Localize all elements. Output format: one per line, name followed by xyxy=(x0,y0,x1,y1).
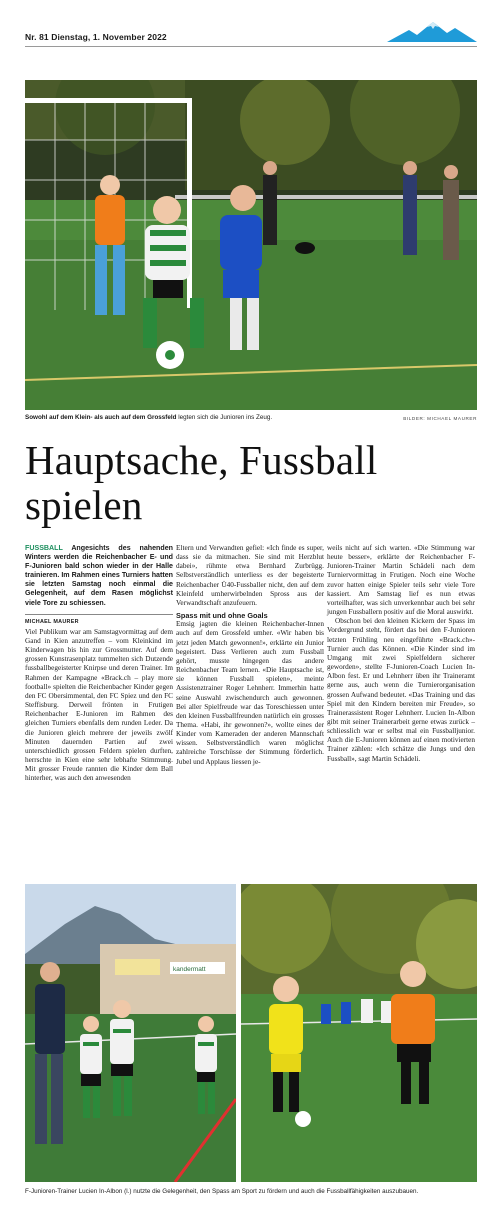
article-kicker: FUSSBALL xyxy=(25,544,63,552)
lead-text: Angesichts des nahenden Winters werden die Reichenbacher E- und F-Junioren bald schon wieder in der Halle trainieren. Im Rahmen eines Turniers hatten sie letzten Samstag noch einmal die Gelegenheit, auf dem Rasen möglichst viele Tore zu schiessen. xyxy=(25,544,173,607)
photo-credit: BILDER: MICHAEL MAURER xyxy=(403,416,477,421)
headline-line-2: spielen xyxy=(25,482,143,528)
top-caption-rest: legten sich die Junioren ins Zeug. xyxy=(176,414,273,421)
page-header xyxy=(25,30,477,52)
article-lead xyxy=(25,544,173,608)
bottom-photos-caption: F-Junioren-Trainer Lucien In-Albon (l.) nutzte die Gelegenheit, den Spass am Sport zu fördern und auch die Fussballfähigkeiten auszubauen. xyxy=(25,1188,419,1195)
header-rule xyxy=(25,46,477,47)
col3-body-b: Obschon bei den kleinen Kickern der Spass im Vordergrund steht, fördert das bei den F-Junioren letzten Frühling neu eingeführte «Brack.ch»-Turnier auch das Können. «Die Kinder sind im Umgang mit zwei Spielfeldern sicherer geworden», stellte F-Junioren-Coach Lucien In-Albon fest. Er und Lehnherr üben ihr Traineramt gerne aus, auch wenn die Turnierorganisation grossen Aufwand bedeutet. «Das Training und das Spiel mit den Kindern bereiten mir Freude», so Trainerassistent Roger Lehnherr. Lucien In-Albon gibt mit seiner Trainerarbeit gerne etwas zurück – schliesslich war er selbst mal ein Fussballjunior. Auch die E-Junioren können auf einen motivierten Trainer zählen: «Ich schätze die Jungs und den Fussball», sagt Martin Schädeli. xyxy=(327,617,475,763)
article-headline xyxy=(25,438,477,528)
article-column-2 xyxy=(176,544,324,767)
article-author: MICHAEL MAURER xyxy=(25,614,173,627)
top-photo xyxy=(25,80,477,410)
mountain-logo-icon xyxy=(387,22,477,44)
col1-body: Viel Publikum war am Samstagvormittag auf dem Gand in Kien anzutreffen – vom Kleinkind im Kinderwagen bis hin zur Grossmutter. Auf dem grossen Kunstrasenplatz tummelten sich Dutzende fussballbegeisterter Knirpse und deren Trainer. Im Rahmen der Kampagne «Brack.ch – play more football» spielten die Reichenbacher Kinder gegen den FC Obersimmental, den FC Spiez und den FC Steffisburg. Derweil frönten in Frutigen Reichenbacher E-Junioren im Rahmen des gleichen Turniers ebenfalls dem runden Leder. Da die Junioren gleich mehrere der jeweils zwölf Minuten dauernden Partien auf zwei unterschiedlich grossen Feldern spielen durften, herrschte in Kien eine sehr lebhafte Stimmung. Mit grosser Freude rannten die Kinder dem Ball hinterher, was auch den anwesenden xyxy=(25,627,173,783)
headline-line-1: Hauptsache, Fussball xyxy=(25,437,378,483)
issue-date: Nr. 81 Dienstag, 1. November 2022 xyxy=(25,32,167,42)
top-caption-bold: Sowohl auf dem Klein- als auch auf dem Grossfeld xyxy=(25,414,177,421)
article-column-3 xyxy=(327,544,475,764)
article-column-1 xyxy=(25,544,173,783)
kandermatt-sign: kandermatt xyxy=(173,966,206,973)
col3-body-a: weils nicht auf sich warten. «Die Stimmung war heute besser», erklärte der Reichenbacher F-Junioren-Trainer Martin Schädeli nach dem Turniervormittag in Frutigen. Noch eine Woche zuvor hatten einige Spieler teils sehr viele Tore kassiert. Am Samstag lief es nun etwas vorteilhafter, was sich unverkennbar auch bei sehr jungen Fussballern positiv auf die Moral auswirkt. xyxy=(327,544,475,617)
col2-body-a: Eltern und Verwandten gefiel: «Ich finde es super, dass sie da mitmachen. Sie sind mit Herzblut dabei», rühmte etwa Bernhard Zurbrügg. Selbstverständlich unterliess es der begeisterte Reichenbacher Ü40-Fussballer nicht, den auf dem Kleinfeld umherwirbelnden Spross aus der Verwandtschaft anzufeuern. xyxy=(176,544,324,607)
article-subhead: Spass mit und ohne Goals xyxy=(176,611,268,621)
col2-body-b: Emsig jagten die kleinen Reichenbacher-Innen auch auf dem Grossfeld umher. «Wir haben bis jetzt jeden Match gewonnen!», erklärte ein Junior begeistert. Dass Verlieren auch zum Fussball gehört, musste hingegen das andere Reichenbacher Team lernen. «Die Hauptsache ist, sie können Fussball spielen», meinte Assistenztrainer Roger Lehnherr. Immerhin hatte seine Auswahl zwischendurch auch gewonnen. Bei aller Spielfreude war das Toreschiessen unter den kleinen Fussballfreunden natürlich ein grosses Thema. «Habi, ihr gewonnen?», wollte eines der Kinder vom Kameraden der anderen Mannschaft wissen. Selbstverständlich waren möglichst zahlreiche Torschüsse der Stimmung förderlich. Jubel und Applaus liessen je- xyxy=(176,620,324,766)
bottom-left-photo xyxy=(25,884,236,1182)
bottom-right-photo xyxy=(241,884,477,1182)
top-photo-caption xyxy=(25,414,272,422)
